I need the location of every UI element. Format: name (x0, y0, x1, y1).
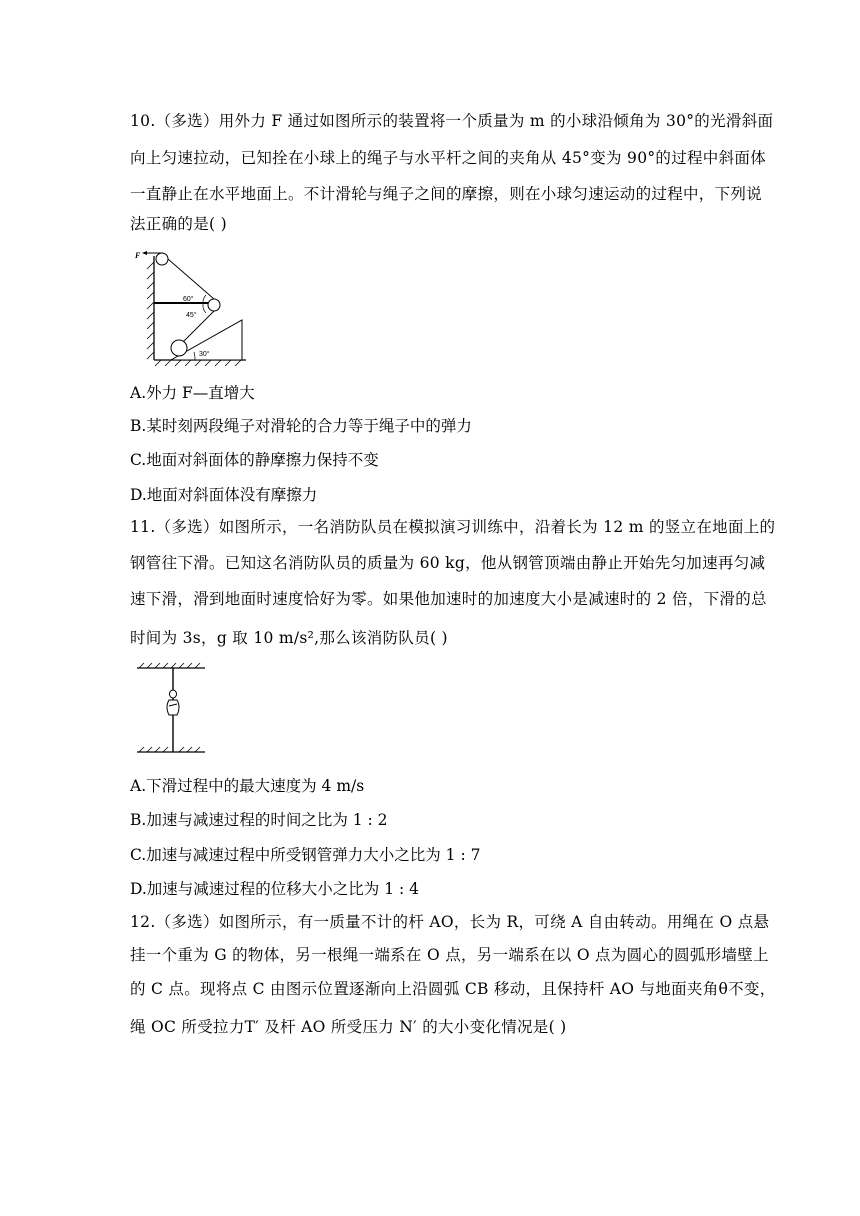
movable-pulley (208, 299, 220, 311)
q11-line-2: 钢管往下滑。已知这名消防队员的质量为 60 kg，他从钢管顶端由静止开始先匀加速再匀减 (130, 554, 766, 572)
q11-line-1: 11.（多选）如图所示，一名消防队员在模拟演习训练中，沿着长为 12 m 的竖立在地面上的 (130, 518, 776, 536)
q10-option-c: C.地面对斜面体的静摩擦力保持不变 (130, 451, 379, 469)
q11-option-a: A.下滑过程中的最大速度为 4 m/s (130, 777, 365, 795)
firefighter-head (170, 690, 177, 698)
q11-option-d: D.加速与减速过程的位移大小之比为 1 : 4 (130, 880, 420, 898)
firefighter-body (167, 700, 179, 715)
ball (171, 340, 187, 356)
force-arrowhead (142, 251, 147, 255)
q11-line-4: 时间为 3s，g 取 10 m/s²,那么该消防队员( ) (130, 629, 448, 647)
q12-line-4: 绳 OC 所受拉力T′ 及杆 AO 所受压力 N′ 的大小变化情况是( ) (130, 1018, 567, 1036)
q10-line-4: 法正确的是( ) (130, 215, 227, 233)
q12-line-2: 挂一个重为 G 的物体，另一根绳一端系在 O 点，另一端系在以 O 点为圆心的圆弧形墙壁上 (130, 946, 769, 964)
q11-option-c: C.加速与减速过程中所受钢管弹力大小之比为 1 : 7 (130, 846, 481, 864)
wall-hatching (147, 262, 154, 359)
q10-line-2: 向上匀速拉动，已知拴在小球上的绳子与水平杆之间的夹角从 45°变为 90°的过程中斜面体 (130, 149, 767, 167)
ceiling-hatching (139, 663, 200, 668)
q12-line-1: 12.（多选）如图所示，有一质量不计的杆 AO，长为 R，可绕 A 自由转动。用绳在 O 点悬 (130, 913, 770, 931)
rope-upper (168, 259, 214, 299)
force-label: F (135, 251, 141, 260)
q10-line-3: 一直静止在水平地面上。不计滑轮与绳子之间的摩擦，则在小球匀速运动的过程中，下列说 (130, 185, 763, 203)
ground-hatching (155, 360, 241, 366)
firefighter-pole-figure (135, 660, 210, 760)
ground-hatching (139, 747, 200, 752)
q11-line-3: 速下滑，滑到地面时速度恰好为零。如果他加速时的加速度大小是减速时的 2 倍，下滑的总 (130, 590, 767, 608)
incline-angle-label: 30° (199, 351, 210, 358)
angle-arc-top (203, 295, 206, 303)
angle-top-label: 60° (183, 296, 194, 303)
angle-arc-bottom (203, 304, 206, 313)
q12-line-3: 的 C 点。现将点 C 由图示位置逐渐向上沿圆弧 CB 移动，且保持杆 AO 与地面夹角θ不变， (130, 980, 776, 998)
angle-bottom-label: 45° (186, 312, 197, 319)
q10-option-d: D.地面对斜面体没有摩擦力 (130, 486, 318, 504)
pulley-incline-figure (133, 248, 248, 368)
q11-option-b: B.加速与减速过程的时间之比为 1 : 2 (130, 811, 388, 829)
q10-option-a: A.外力 F—直增大 (130, 384, 255, 402)
top-pulley (156, 253, 168, 265)
q10-option-b: B.某时刻两段绳子对滑轮的合力等于绳子中的弹力 (130, 417, 472, 435)
q10-line-1: 10.（多选）用外力 F 通过如图所示的装置将一个质量为 m 的小球沿倾角为 30°的光滑斜面 (130, 112, 774, 130)
